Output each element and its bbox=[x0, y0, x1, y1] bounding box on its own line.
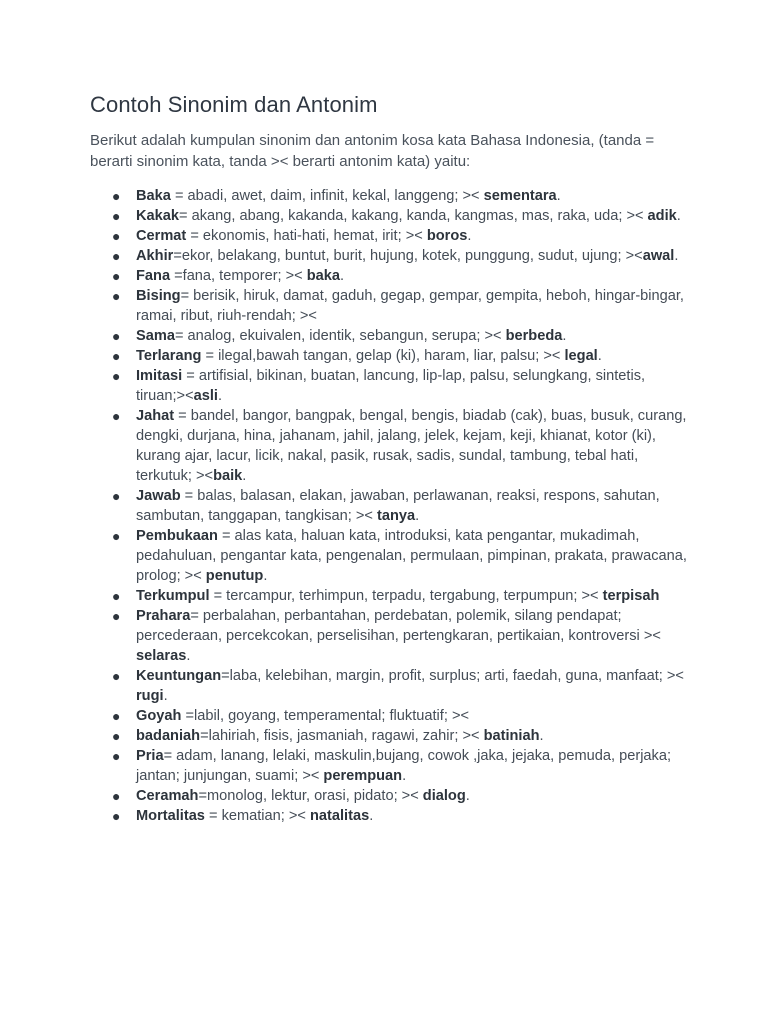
list-item bbox=[90, 206, 690, 226]
page-title: Contoh Sinonim dan Antonim bbox=[90, 92, 378, 117]
intro-paragraph: Berikut adalah kumpulan sinonim dan antonim kosa kata Bahasa Indonesia, (tanda = berarti sinonim kata, tanda >< berarti antonim kata) yaitu: bbox=[90, 132, 655, 170]
bullet-icon: ● bbox=[112, 188, 121, 204]
list-item bbox=[90, 186, 690, 206]
entry-punctuation: . bbox=[402, 768, 407, 784]
entry-synonyms: =fana, temporer; >< bbox=[170, 268, 307, 284]
entry-synonyms: = alas kata, haluan kata, introduksi, kata pengantar, mukadimah, pedahuluan, pengantar kata, pengenalan, permulaan, pimpinan, prakata, prawacana, prolog; >< bbox=[136, 528, 687, 584]
bullet-icon: ● bbox=[112, 208, 121, 224]
bullet-icon: ● bbox=[112, 368, 121, 384]
entry-synonyms: = adam, lanang, lelaki, maskulin,bujang, cowok ,jaka, jejaka, pemuda, perjaka; jantan; junjungan, suami; >< bbox=[136, 748, 672, 784]
entry-antonym: baka bbox=[306, 268, 341, 284]
bullet-icon: ● bbox=[112, 748, 121, 764]
entry-punctuation: . bbox=[597, 348, 602, 364]
list-item bbox=[90, 266, 690, 286]
entry-antonym: perempuan bbox=[323, 768, 403, 784]
list-item bbox=[90, 226, 690, 246]
entry-synonyms: = akang, abang, kakanda, kakang, kanda, kangmas, mas, raka, uda; >< bbox=[179, 208, 648, 224]
entry-synonyms: =monolog, lektur, orasi, pidato; >< bbox=[198, 788, 423, 804]
entry-punctuation: . bbox=[340, 268, 345, 284]
list-item bbox=[90, 706, 690, 726]
bullet-icon: ● bbox=[112, 728, 121, 744]
entry-synonyms: = artifisial, bikinan, buatan, lancung, lip-lap, palsu, selungkang, sintetis, tiruan;>< bbox=[136, 368, 646, 404]
entry-antonym: berbeda bbox=[505, 328, 563, 344]
list-item bbox=[90, 746, 690, 786]
entry-synonyms: = ekonomis, hati-hati, hemat, irit; >< bbox=[186, 228, 427, 244]
bullet-icon: ● bbox=[112, 408, 121, 424]
entry-term: Jahat bbox=[136, 408, 175, 424]
entry-antonym: dialog bbox=[422, 788, 466, 804]
entry-punctuation: . bbox=[369, 808, 374, 824]
entry-synonyms: =laba, kelebihan, margin, profit, surplus; arti, faedah, guna, manfaat; >< bbox=[221, 668, 684, 684]
entry-term: Prahara bbox=[136, 608, 191, 624]
entry-antonym: baik bbox=[213, 468, 243, 484]
entry-term: Pembukaan bbox=[136, 528, 218, 544]
entry-punctuation: . bbox=[163, 688, 168, 704]
list-item bbox=[90, 406, 690, 486]
bullet-icon: ● bbox=[112, 288, 121, 304]
entry-term: Terlarang bbox=[136, 348, 202, 364]
entry-term: Terkumpul bbox=[136, 588, 210, 604]
entry-antonym: tanya bbox=[376, 508, 416, 524]
list-item bbox=[90, 586, 690, 606]
entry-punctuation: . bbox=[676, 208, 681, 224]
entry-term: Akhir bbox=[136, 248, 174, 264]
bullet-icon: ● bbox=[112, 808, 121, 824]
entry-synonyms: =ekor, belakang, buntut, burit, hujung, kotek, punggung, sudut, ujung; >< bbox=[173, 248, 643, 264]
list-item bbox=[90, 486, 690, 526]
entry-term: Keuntungan bbox=[136, 668, 222, 684]
entry-term: Mortalitas bbox=[136, 808, 205, 824]
entry-punctuation: . bbox=[539, 728, 544, 744]
entry-term: Jawab bbox=[136, 488, 181, 504]
entry-synonyms: =labil, goyang, temperamental; fluktuatif; >< bbox=[181, 708, 470, 724]
entry-antonym: legal bbox=[564, 348, 598, 364]
entry-antonym: sementara bbox=[483, 188, 557, 204]
entry-synonyms: = berisik, hiruk, damat, gaduh, gegap, gempar, gempita, heboh, hingar-bingar, ramai, ribut, riuh-rendah; >< bbox=[136, 288, 684, 324]
entry-punctuation: . bbox=[562, 328, 567, 344]
entry-punctuation: . bbox=[263, 568, 268, 584]
entry-punctuation: . bbox=[467, 228, 472, 244]
bullet-icon: ● bbox=[112, 328, 121, 344]
entry-punctuation: . bbox=[465, 788, 470, 804]
entry-term: badaniah bbox=[136, 728, 201, 744]
entry-term: Bising bbox=[136, 288, 181, 304]
entry-term: Ceramah bbox=[136, 788, 199, 804]
entry-synonyms: = balas, balasan, elakan, jawaban, perlawanan, reaksi, respons, sahutan, sambutan, tanggapan, tangkisan; >< bbox=[136, 488, 660, 524]
entry-term: Baka bbox=[136, 188, 171, 204]
entry-synonyms: = ilegal,bawah tangan, gelap (ki), haram, liar, palsu; >< bbox=[201, 348, 565, 364]
entry-punctuation: . bbox=[217, 388, 223, 404]
entry-antonym: penutup bbox=[205, 568, 264, 584]
entry-term: Pria bbox=[136, 748, 164, 764]
entry-synonyms: = bandel, bangor, bangpak, bengal, bengis, biadab (cak), buas, busuk, curang, dengki, durjana, hina, jahanam, jahil, jalang, jelek, kejam, keji, khianat, kotor (ki), kurang ajar, lacur, licik, nakal, pasik, rusak, sadis, sundal, tambung, tebal hati, terkutuk; >< bbox=[136, 408, 687, 484]
bullet-icon: ● bbox=[112, 668, 121, 684]
entry-term: Fana bbox=[136, 268, 171, 284]
bullet-icon: ● bbox=[112, 268, 121, 284]
entry-term: Goyah bbox=[136, 708, 182, 724]
list-item bbox=[90, 806, 690, 826]
entry-antonym: terpisah bbox=[602, 588, 660, 604]
list-item bbox=[90, 246, 690, 266]
entry-antonym: adik bbox=[647, 208, 677, 224]
bullet-icon: ● bbox=[112, 708, 121, 724]
entry-synonyms: =lahiriah, fisis, jasmaniah, ragawi, zahir; >< bbox=[200, 728, 484, 744]
bullet-icon: ● bbox=[112, 228, 121, 244]
list-item bbox=[90, 526, 690, 586]
bullet-icon: ● bbox=[112, 608, 121, 624]
entry-antonym: boros bbox=[426, 228, 468, 244]
list-item bbox=[90, 666, 690, 706]
bullet-icon: ● bbox=[112, 248, 121, 264]
bullet-icon: ● bbox=[112, 588, 121, 604]
bullet-icon: ● bbox=[112, 788, 121, 804]
bullet-icon: ● bbox=[112, 488, 121, 504]
list-item bbox=[90, 286, 690, 326]
entry-synonyms: = kematian; >< bbox=[204, 808, 310, 824]
entry-antonym: natalitas bbox=[310, 808, 370, 824]
list-item bbox=[90, 346, 690, 366]
bullet-icon: ● bbox=[112, 528, 121, 544]
list-item bbox=[90, 326, 690, 346]
entry-synonyms: = tercampur, terhimpun, terpadu, tergabung, terpumpun; >< bbox=[209, 588, 603, 604]
entry-term: Cermat bbox=[136, 228, 187, 244]
entry-synonyms: = perbalahan, perbantahan, perdebatan, polemik, silang pendapat; percederaan, percekcokan, perselisihan, pertengkaran, pertikaian, kontroversi >< bbox=[136, 608, 661, 644]
list-item bbox=[90, 366, 690, 406]
entry-antonym: batiniah bbox=[483, 728, 540, 744]
entry-punctuation: . bbox=[186, 648, 191, 664]
synonym-antonym-list bbox=[90, 186, 690, 826]
entry-term: Imitasi bbox=[136, 368, 183, 384]
entry-punctuation: . bbox=[415, 508, 420, 524]
entry-punctuation: . bbox=[556, 188, 561, 204]
entry-antonym: rugi bbox=[136, 688, 164, 704]
entry-punctuation: . bbox=[674, 248, 679, 264]
article bbox=[90, 90, 690, 826]
list-item bbox=[90, 786, 690, 806]
entry-term: Kakak bbox=[136, 208, 180, 224]
entry-antonym: selaras bbox=[136, 648, 187, 664]
entry-synonyms: = abadi, awet, daim, infinit, kekal, langgeng; >< bbox=[170, 188, 484, 204]
entry-punctuation: . bbox=[242, 468, 247, 484]
entry-synonyms: = analog, ekuivalen, identik, sebangun, serupa; >< bbox=[174, 328, 506, 344]
list-item bbox=[90, 726, 690, 746]
entry-antonym: asli bbox=[193, 388, 218, 404]
entry-antonym: awal bbox=[642, 248, 675, 264]
list-item bbox=[90, 606, 690, 666]
entry-term: Sama bbox=[136, 328, 175, 344]
bullet-icon: ● bbox=[112, 348, 121, 364]
